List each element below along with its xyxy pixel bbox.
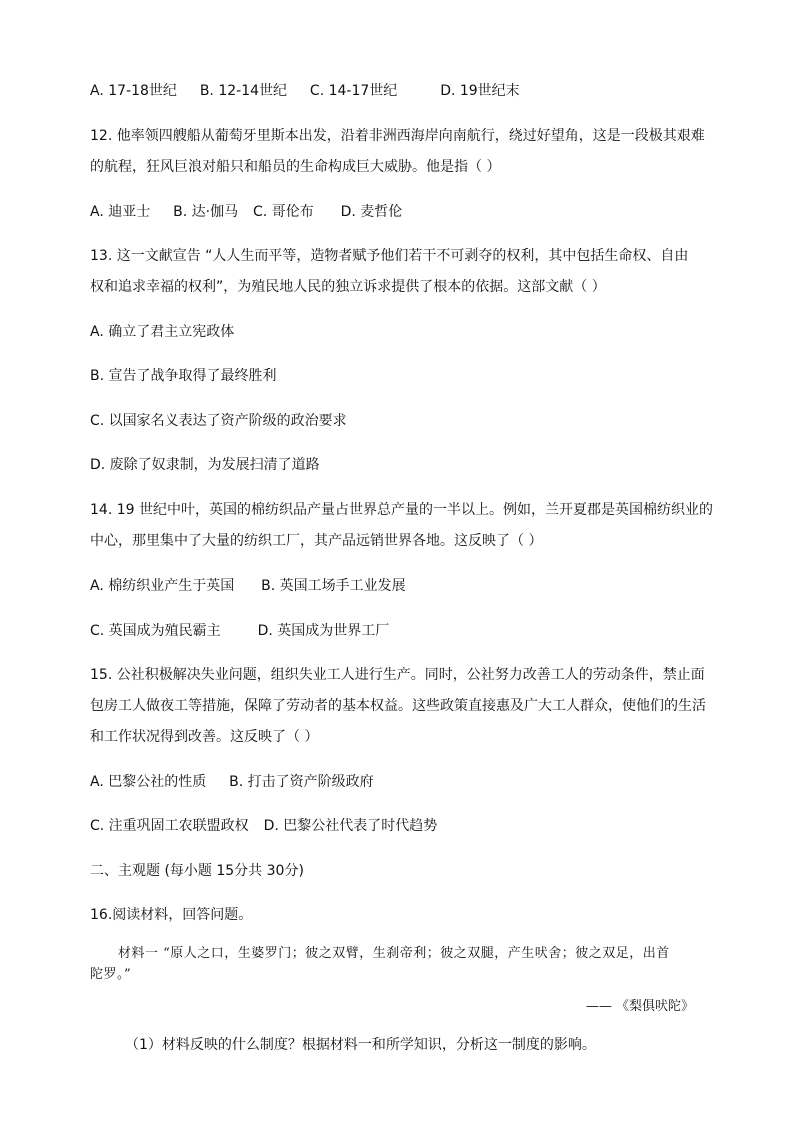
q15-options-row2: [90, 816, 437, 836]
q14-options-row2: [90, 621, 389, 641]
q16-stem: 16.阅读材料，回答问题。: [90, 907, 253, 923]
q11-option-b: B. 12-14世纪: [199, 83, 288, 99]
q15-stem-line3: 和工作状况得到改善。这反映了（ ）: [90, 729, 319, 745]
q13-option-b: B. 宣告了战争取得了最终胜利: [90, 368, 277, 384]
q16-material-source: —— 《梨俱吠陀》: [585, 999, 694, 1014]
q15-option-d: D. 巴黎公社代表了时代趋势: [263, 818, 438, 834]
q15-option-a: A. 巴黎公社的性质: [90, 774, 207, 790]
q11-options: [90, 81, 520, 101]
q13-option-a: A. 确立了君主立宪政体: [90, 324, 235, 340]
q12-option-c: C. 哥伦布: [253, 204, 314, 220]
q13-option-c: C. 以国家名义表达了资产阶级的政治要求: [90, 413, 347, 429]
section-heading: 二、主观题 (每小题 15分共 30分): [90, 863, 304, 879]
q11-option-c: C. 14-17世纪: [309, 83, 398, 99]
q14-option-b: B. 英国工场手工业发展: [261, 578, 406, 594]
q13-stem-line2: 权和追求幸福的权利”，为殖民地人民的独立诉求提供了根本的依据。这部文献（ ）: [90, 279, 606, 295]
q16-material: [90, 943, 700, 985]
q15-stem-line2: 包房工人做夜工等措施，保障了劳动者的基本权益。这些政策直接惠及广大工人群众，使他们的生活: [90, 698, 706, 714]
q12-stem-line2: 的航程，狂风巨浪对船只和船员的生命构成巨大威胁。他是指（ ）: [90, 159, 501, 175]
q16-sub-question-1: （1）材料反映的什么制度？根据材料一和所学知识，分析这一制度的影响。: [125, 1037, 596, 1053]
q14-option-c: C. 英国成为殖民霸主: [90, 623, 221, 639]
q12-option-b: B. 达·伽马: [173, 204, 239, 220]
q14-option-a: A. 棉纺织业产生于英国: [90, 578, 235, 594]
q11-option-d: D. 19世纪末: [440, 83, 520, 99]
q12-option-a: A. 迪亚士: [90, 204, 151, 220]
q15-option-c: C. 注重巩固工农联盟政权: [90, 818, 249, 834]
q14-stem-line2: 中心，那里集中了大量的纺织工厂，其产品远销世界各地。这反映了（ ）: [90, 533, 543, 549]
q12-option-d: D. 麦哲伦: [340, 204, 403, 220]
q14-option-d: D. 英国成为世界工厂: [257, 623, 390, 639]
q14-options-row1: [90, 576, 406, 596]
q14-stem-line1: 14. 19 世纪中叶，英国的棉纺织品产量占世界总产量的一半以上。例如，兰开夏郡是英国棉纺织业的: [90, 502, 713, 518]
q15-stem-line1: 15. 公社积极解决失业问题，组织失业工人进行生产。同时，公社努力改善工人的劳动条件，禁止面: [90, 667, 705, 683]
q15-option-b: B. 打击了资产阶级政府: [229, 774, 374, 790]
q12-stem-line1: 12. 他率领四艘船从葡萄牙里斯本出发，沿着非洲西海岸向南航行，绕过好望角，这是一段极其艰难: [90, 128, 705, 144]
q13-stem-line1: 13. 这一文献宣告 “人人生而平等，造物者赋予他们若干不可剥夺的权利，其中包括生命权、自由: [90, 248, 689, 264]
q15-options-row1: [90, 772, 374, 792]
q16-material-line1: 材料一 “原人之口，生婆罗门；彼之双臂，生刹帝利；彼之双腿，产生吠舍；彼之双足，出首: [118, 946, 670, 961]
q13-option-d: D. 废除了奴隶制，为发展扫清了道路: [90, 457, 320, 473]
q11-option-a: A. 17-18世纪: [90, 83, 177, 99]
q12-options: [90, 202, 402, 222]
q16-material-line2: 陀罗。”: [90, 967, 132, 982]
